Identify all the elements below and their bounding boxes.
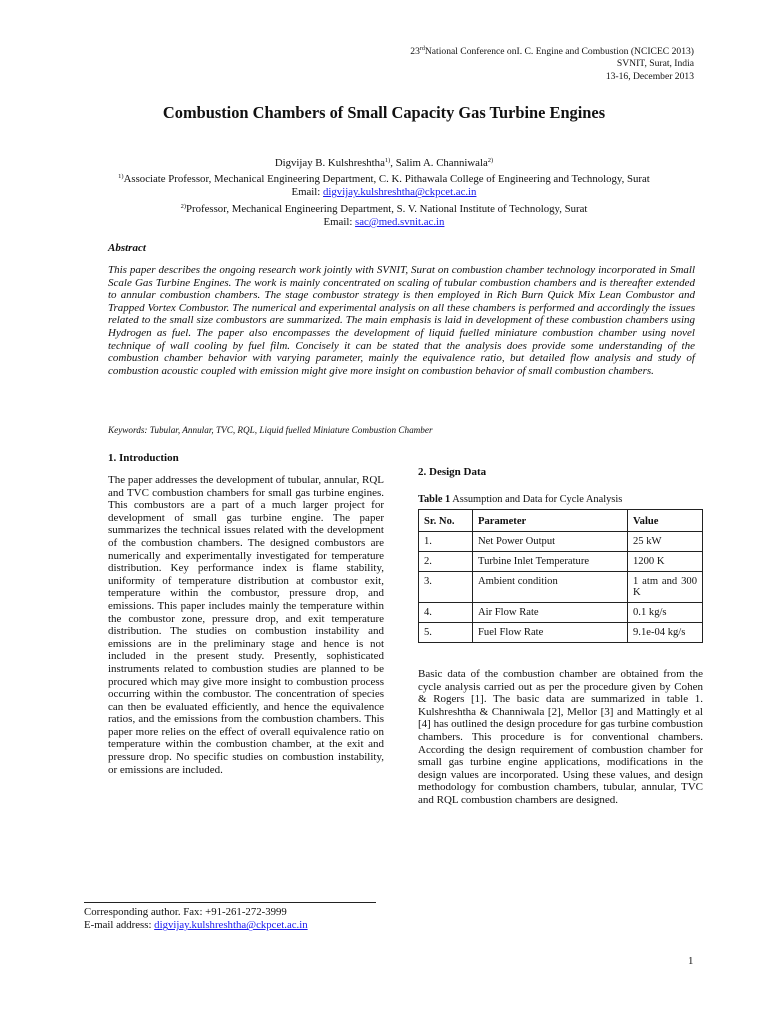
cell-sr-no: 2. [419, 552, 473, 572]
table-header-row [419, 510, 703, 532]
abstract-heading: Abstract [108, 242, 146, 254]
footnote-email-link[interactable]: digvijay.kulshreshtha@ckpcet.ac.in [154, 919, 308, 932]
affiliation-1 [0, 170, 768, 186]
cell-value: 9.1e-04 kg/s [628, 623, 703, 643]
header-parameter: Parameter [473, 510, 628, 532]
cell-value: 1 atm and 300 K [628, 572, 703, 603]
email-1-label: Email: [291, 186, 323, 199]
cell-parameter: Net Power Output [473, 532, 628, 552]
cell-parameter: Fuel Flow Rate [473, 623, 628, 643]
conference-location: SVNIT, Surat, India [616, 58, 694, 70]
cell-value: 1200 K [628, 552, 703, 572]
footnote-divider [84, 902, 376, 903]
email-2-link[interactable]: sac@med.svnit.ac.in [355, 215, 445, 228]
table-row [419, 603, 703, 623]
email-2-label: Email: [323, 215, 356, 228]
page-number: 1 [688, 955, 694, 967]
cell-sr-no: 4. [419, 603, 473, 623]
table-caption-text: Assumption and Data for Cycle Analysis [450, 494, 623, 505]
intro-text: The paper addresses the development of tubular, annular, RQL and TVC combustion chambers for small gas turbine engines. This combustors are a part of a much larger project for development of small gas turbine engine. The paper summarizes the technical issues related with the development of the combustion chambers. The designed combustors are numerically and experimentally investigated for temperature distribution. Key performance index is flame stability, uniformity of temperature distribution at combustor exit, temperature within the combustor, pressure drop, and emissions. This paper includes mainly the temperature within the combustor zone, pressure drop, and exit temperature distribution. The studies on combustion instability and emissions are in the preliminary stage and hence is not included in the present study. Presently, sophisticated instruments related to combustion studies are planned to be procured which may give more insight to combustion process occurring within the combustor. The concentration of species can then be evaluated efficiently, and hence the equivalence ratios, and the emissions from the combustion chambers. This paper more relies on the effect of overall equivalence ratio on temperature within the combustion chamber, at the exit and pressure drop. No specific studies on combustion instability, or emissions are included. [108, 474, 384, 776]
email-1-line [0, 186, 768, 199]
author-2-name: , Salim A. Channiwala [390, 157, 488, 169]
cell-value: 25 kW [628, 532, 703, 552]
cell-sr-no: 1. [419, 532, 473, 552]
affiliation-2-marker: 2) [180, 202, 186, 210]
cell-parameter: Turbine Inlet Temperature [473, 552, 628, 572]
footnote-email-line [84, 919, 308, 932]
author-block [0, 154, 768, 229]
footnote-email-label: E-mail address: [84, 919, 155, 932]
conference-name: National Conference onI. C. Engine and Combustion (NCICEC 2013) [424, 46, 694, 57]
paper-title: Combustion Chambers of Small Capacity Gas Turbine Engines [162, 103, 606, 122]
design-data-heading: 2. Design Data [418, 466, 487, 478]
affiliation-2-text: Professor, Mechanical Engineering Department, S. V. National Institute of Technology, Surat [186, 202, 588, 215]
affiliation-1-marker: 1) [118, 173, 124, 181]
table-row [419, 572, 703, 603]
cell-parameter: Ambient condition [473, 572, 628, 603]
design-data-text: Basic data of the combustion chamber are obtained from the cycle analysis carried out as per the procedure given by Cohen & Rogers [1]. The basic data are summarized in table 1. Kulshreshtha & Channiwala [2], Mellor [3] and Mattingly et al [4] has outlined the design procedure for gas turbine combustion chambers. This procedure is for conventional chambers. According the design requirement of combustion chamber for small gas turbine engine applications, modifications in the design values are incorporated. Using these values, and design methodology for combustion chambers, tubular, annular, TVC and RQL combustion chambers are designed. [418, 668, 703, 806]
author-1-marker: 1) [384, 157, 391, 164]
header-value: Value [628, 510, 703, 532]
author-2-marker: 2) [487, 157, 494, 164]
corresponding-author: Corresponding author. Fax: +91-261-272-3999 [84, 906, 287, 918]
cell-value: 0.1 kg/s [628, 603, 703, 623]
keywords: Keywords: Tubular, Annular, TVC, RQL, Liquid fuelled Miniature Combustion Chamber [108, 425, 433, 435]
abstract-text: This paper describes the ongoing research work jointly with SVNIT, Surat on combustion chamber technology incorporated in Small Scale Gas Turbine Engines. The work is mainly concentrated on scaling of tubular combustion chambers and is thereafter extended to annular combustion chambers. The stage combustor strategy is then employed in Rich Burn Quick Mix Lean Combustor and Trapped Vortex Combustor. The numerical and experimental analysis on all these chambers is performed and accordingly the issues related to the small size combustors are summarized. The main emphasis is laid in development of these combustion chambers using Hydrogen as fuel. The paper also encompasses the development of liquid fuelled miniature combustion chamber using novel technique of wall cooling by fuel film. Concisely it can be stated that the analysis does provide some understanding of the combustion chamber behavior with varying parameter, mainly the equivalence ratio, but detailed flow analysis and study of combustion acoustic coupled with emission might give more insight on combustion behavior of small combustion chambers. [108, 264, 695, 377]
author-1-name: Digvijay B. Kulshreshtha [274, 157, 385, 169]
conference-line-1 [410, 43, 694, 58]
email-1-link[interactable]: digvijay.kulshreshtha@ckpcet.ac.in [323, 186, 477, 199]
footnote [84, 906, 308, 933]
table-row [419, 532, 703, 552]
cell-sr-no: 3. [419, 572, 473, 603]
affiliation-1-text: Associate Professor, Mechanical Engineering Department, C. K. Pithawala College of Engineering and Technology, Surat [123, 173, 650, 186]
header-sr-no: Sr. No. [419, 510, 473, 532]
conference-number: 23 [410, 46, 420, 57]
author-names [0, 154, 768, 170]
intro-heading: 1. Introduction [108, 452, 179, 464]
cycle-analysis-table [418, 509, 703, 643]
table-label: Table 1 [418, 494, 451, 505]
conference-dates: 13-16, December 2013 [605, 70, 694, 82]
table-row [419, 623, 703, 643]
affiliation-2 [0, 200, 768, 216]
conference-header [410, 43, 694, 83]
cell-sr-no: 5. [419, 623, 473, 643]
table-row [419, 552, 703, 572]
table-caption [418, 494, 622, 505]
conference-number-suffix: rd [419, 46, 425, 52]
email-2-line [0, 216, 768, 229]
cell-parameter: Air Flow Rate [473, 603, 628, 623]
